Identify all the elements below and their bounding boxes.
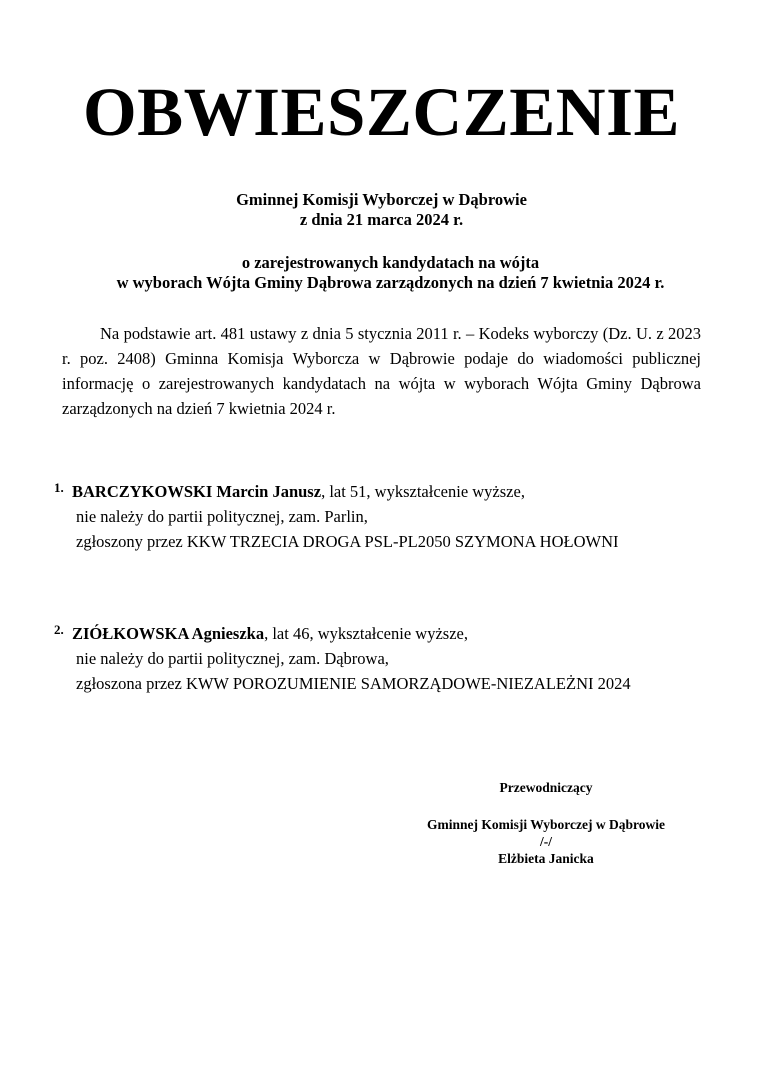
signature-block	[391, 778, 701, 867]
intro-paragraph: Na podstawie art. 481 ustawy z dnia 5 stycznia 2011 r. – Kodeks wyborczy (Dz. U. z 2023 r. poz. 2408) Gminna Komisja Wyborcza w Dąbrowie podaje do wiadomości publicznej informację o zarejestrowanych kandydatach na wójta w wyborach Wójta Gminy Dąbrowa zarządzonych na dzień 7 kwietnia 2024 r.	[62, 324, 701, 418]
issuer-line: Gminnej Komisji Wyborczej w Dąbrowie	[236, 190, 527, 209]
candidate-details: , lat 51, wykształcenie wyższe,	[321, 482, 525, 501]
candidate-party: nie należy do partii politycznej, zam. Parlin,	[76, 507, 368, 526]
signature-name: Elżbieta Janicka	[498, 851, 594, 866]
subject-line: w wyborach Wójta Gminy Dąbrowa zarządzonych na dzień 7 kwietnia 2024 r.	[116, 273, 665, 292]
candidate-number: 2.	[54, 622, 64, 637]
subject-line: o zarejestrowanych kandydatach na wójta	[241, 253, 540, 272]
candidate-details: , lat 46, wykształcenie wyższe,	[264, 624, 468, 643]
candidate-number: 1.	[54, 480, 64, 495]
signature-role: Przewodniczący	[499, 780, 593, 795]
candidate-entry	[54, 621, 714, 696]
candidate-party: nie należy do partii politycznej, zam. Dąbrowa,	[76, 649, 389, 668]
candidate-text	[72, 479, 714, 554]
signature-mark: /-/	[540, 834, 552, 849]
candidate-name: ZIÓŁKOWSKA Agnieszka	[72, 624, 265, 643]
candidate-line	[72, 621, 714, 646]
candidate-name: BARCZYKOWSKI Marcin Janusz	[72, 482, 322, 501]
candidate-nominated: zgłoszony przez KKW TRZECIA DROGA PSL-PL2050 SZYMONA HOŁOWNI	[76, 532, 619, 551]
candidate-entry	[54, 479, 714, 554]
candidate-nominated: zgłoszona przez KWW POROZUMIENIE SAMORZĄDOWE-NIEZALEŻNI 2024	[76, 674, 631, 693]
page-title: OBWIESZCZENIE	[82, 74, 681, 150]
issuer-block	[0, 190, 763, 230]
candidate-line	[72, 479, 714, 504]
candidate-text	[72, 621, 714, 696]
signature-body: Gminnej Komisji Wyborczej w Dąbrowie	[427, 817, 665, 832]
issue-date: z dnia 21 marca 2024 r.	[299, 210, 464, 229]
subject-block	[0, 253, 763, 293]
